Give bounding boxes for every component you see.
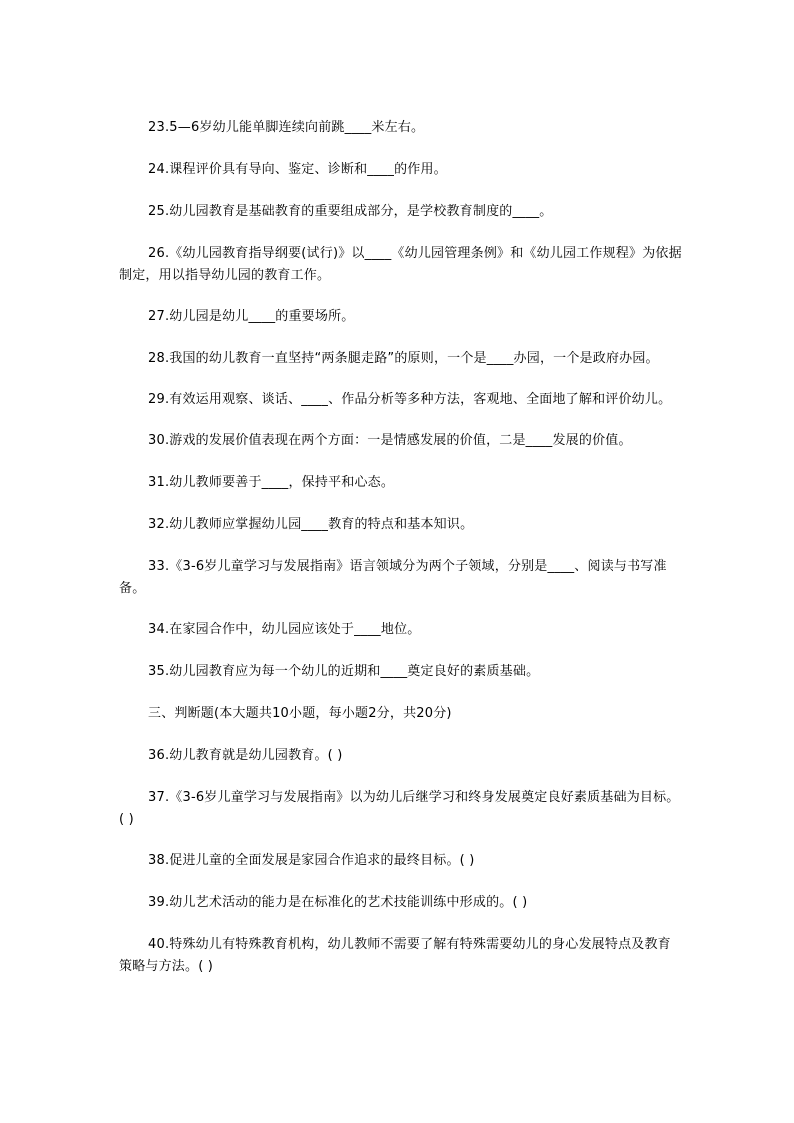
section-heading-true-false: 三、判断题(本大题共10小题，每小题2分，共20分)	[148, 706, 452, 721]
question-40: 40.特殊幼儿有特殊教育机构，幼儿教师不需要了解有特殊需要幼儿的身心发展特点及教育策略与方法。( )	[119, 937, 671, 974]
question-30: 30.游戏的发展价值表现在两个方面：一是情感发展的价值，二是____发展的价值。	[148, 433, 632, 448]
question-33: 33.《3-6岁儿童学习与发展指南》语言领域分为两个子领域，分别是____、阅读与书写准备。	[119, 559, 667, 596]
question-25: 25.幼儿园教育是基础教育的重要组成部分，是学校教育制度的____。	[148, 204, 553, 219]
question-31: 31.幼儿教师要善于____，保持平和心态。	[148, 475, 395, 490]
question-38: 38.促进儿童的全面发展是家园合作追求的最终目标。( )	[148, 853, 475, 868]
question-27: 27.幼儿园是幼儿____的重要场所。	[148, 309, 355, 324]
question-35: 35.幼儿园教育应为每一个幼儿的近期和____奠定良好的素质基础。	[148, 664, 540, 679]
question-26: 26.《幼儿园教育指导纲要(试行)》以____《幼儿园管理条例》和《幼儿园工作规程》为依据制定，用以指导幼儿园的教育工作。	[119, 246, 682, 283]
question-29: 29.有效运用观察、谈话、____、作品分析等多种方法，客观地、全面地了解和评价幼儿。	[148, 392, 672, 407]
question-23: 23.5—6岁幼儿能单脚连续向前跳____米左右。	[148, 120, 425, 135]
question-37: 37.《3-6岁儿童学习与发展指南》以为幼儿后继学习和终身发展奠定良好素质基础为目标。( )	[119, 790, 680, 827]
question-28: 28.我国的幼儿教育一直坚持“两条腿走路”的原则，一个是____办园，一个是政府办园。	[148, 351, 659, 366]
question-24: 24.课程评价具有导向、鉴定、诊断和____的作用。	[148, 162, 447, 177]
question-39: 39.幼儿艺术活动的能力是在标准化的艺术技能训练中形成的。( )	[148, 895, 528, 910]
question-36: 36.幼儿教育就是幼儿园教育。( )	[148, 748, 343, 763]
question-34: 34.在家园合作中，幼儿园应该处于____地位。	[148, 622, 421, 637]
question-32: 32.幼儿教师应掌握幼儿园____教育的特点和基本知识。	[148, 517, 474, 532]
